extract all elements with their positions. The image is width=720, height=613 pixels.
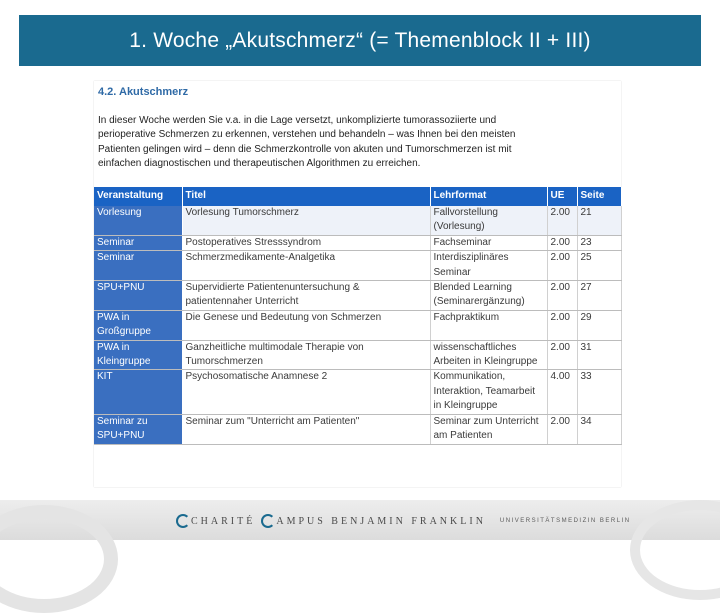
cell-veranstaltung: Vorlesung <box>94 206 182 235</box>
cell-veranstaltung: KIT <box>94 370 182 414</box>
cell-titel: Die Genese und Bedeutung von Schmerzen <box>182 310 430 340</box>
table-row <box>94 251 621 281</box>
intro-line: perioperative Schmerzen zu erkennen, verstehen und behandeln – was Ihnen bei den meisten <box>98 129 516 141</box>
cell-ue: 2.00 <box>547 310 577 340</box>
charite-logo <box>176 514 631 528</box>
cell-veranstaltung: PWA in Kleingruppe <box>94 340 182 370</box>
table-row <box>94 414 621 444</box>
document-heading: 4.2. Akutschmerz <box>98 86 189 98</box>
cell-seite: 27 <box>577 281 621 311</box>
intro-line: einfachen diagnostischen und therapeutischen Algorithmen zu erreichen. <box>98 158 421 170</box>
column-header-titel: Titel <box>182 187 430 206</box>
cell-titel: Seminar zum "Unterricht am Patienten" <box>182 414 430 444</box>
intro-line: Patienten gelingen wird – denn die Schmerzkontrolle von akuten und Tumorschmerzen ist mit <box>98 143 512 155</box>
cell-veranstaltung: Seminar zu SPU+PNU <box>94 414 182 444</box>
column-header-veranstaltung: Veranstaltung <box>94 187 182 206</box>
cell-ue: 2.00 <box>547 340 577 370</box>
course-table <box>94 187 622 445</box>
logo-c-icon <box>176 514 190 528</box>
cell-titel: Psychosomatische Anamnese 2 <box>182 370 430 414</box>
cell-ue: 2.00 <box>547 235 577 250</box>
cell-ue: 4.00 <box>547 370 577 414</box>
table-row <box>94 340 621 370</box>
logo-c-icon <box>261 514 275 528</box>
column-header-seite: Seite <box>577 187 621 206</box>
cell-lehrformat: Blended Learning (Seminarergänzung) <box>430 281 547 311</box>
document-intro <box>98 114 619 172</box>
cell-seite: 29 <box>577 310 621 340</box>
cell-titel: Supervidierte Patientenuntersuchung & patientennaher Unterricht <box>182 281 430 311</box>
table-header-row <box>94 187 621 206</box>
cell-ue: 2.00 <box>547 251 577 281</box>
cell-ue: 2.00 <box>547 206 577 235</box>
cell-seite: 25 <box>577 251 621 281</box>
cell-veranstaltung: Seminar <box>94 235 182 250</box>
table-row <box>94 281 621 311</box>
table-row <box>94 310 621 340</box>
cell-lehrformat: wissenschaftliches Arbeiten in Kleingruppe <box>430 340 547 370</box>
cell-lehrformat: Interdisziplinäres Seminar <box>430 251 547 281</box>
table-row <box>94 206 621 235</box>
cell-seite: 34 <box>577 414 621 444</box>
document-excerpt <box>94 81 621 487</box>
cell-titel: Vorlesung Tumorschmerz <box>182 206 430 235</box>
logo-charite-text: CHARITÉ <box>191 515 256 527</box>
cell-lehrformat: Fachpraktikum <box>430 310 547 340</box>
cell-titel: Ganzheitliche multimodale Therapie von Tumorschmerzen <box>182 340 430 370</box>
table-row <box>94 370 621 414</box>
cell-ue: 2.00 <box>547 281 577 311</box>
column-header-lehrformat: Lehrformat <box>430 187 547 206</box>
cell-veranstaltung: Seminar <box>94 251 182 281</box>
column-header-ue: UE <box>547 187 577 206</box>
logo-campus-group <box>261 514 486 528</box>
cell-lehrformat: Fachseminar <box>430 235 547 250</box>
logo-subtitle: UNIVERSITÄTSMEDIZIN BERLIN <box>499 518 631 524</box>
cell-seite: 31 <box>577 340 621 370</box>
cell-seite: 21 <box>577 206 621 235</box>
cell-seite: 23 <box>577 235 621 250</box>
cell-seite: 33 <box>577 370 621 414</box>
cell-titel: Schmerzmedikamente-Analgetika <box>182 251 430 281</box>
slide-title: 1. Woche „Akutschmerz“ (= Themenblock II + III) <box>129 28 591 52</box>
cell-lehrformat: Fallvorstellung (Vorlesung) <box>430 206 547 235</box>
table-row <box>94 235 621 250</box>
cell-lehrformat: Kommunikation, Interaktion, Teamarbeit in Kleingruppe <box>430 370 547 414</box>
cell-ue: 2.00 <box>547 414 577 444</box>
cell-titel: Postoperatives Stresssyndrom <box>182 235 430 250</box>
cell-veranstaltung: SPU+PNU <box>94 281 182 311</box>
cell-lehrformat: Seminar zum Unterricht am Patienten <box>430 414 547 444</box>
cell-veranstaltung: PWA in Großgruppe <box>94 310 182 340</box>
intro-line: In dieser Woche werden Sie v.a. in die Lage versetzt, unkomplizierte tumorassoziierte und <box>98 115 497 126</box>
slide-title-bar <box>19 15 701 66</box>
logo-campus-text: AMPUS BENJAMIN FRANKLIN <box>276 515 486 527</box>
